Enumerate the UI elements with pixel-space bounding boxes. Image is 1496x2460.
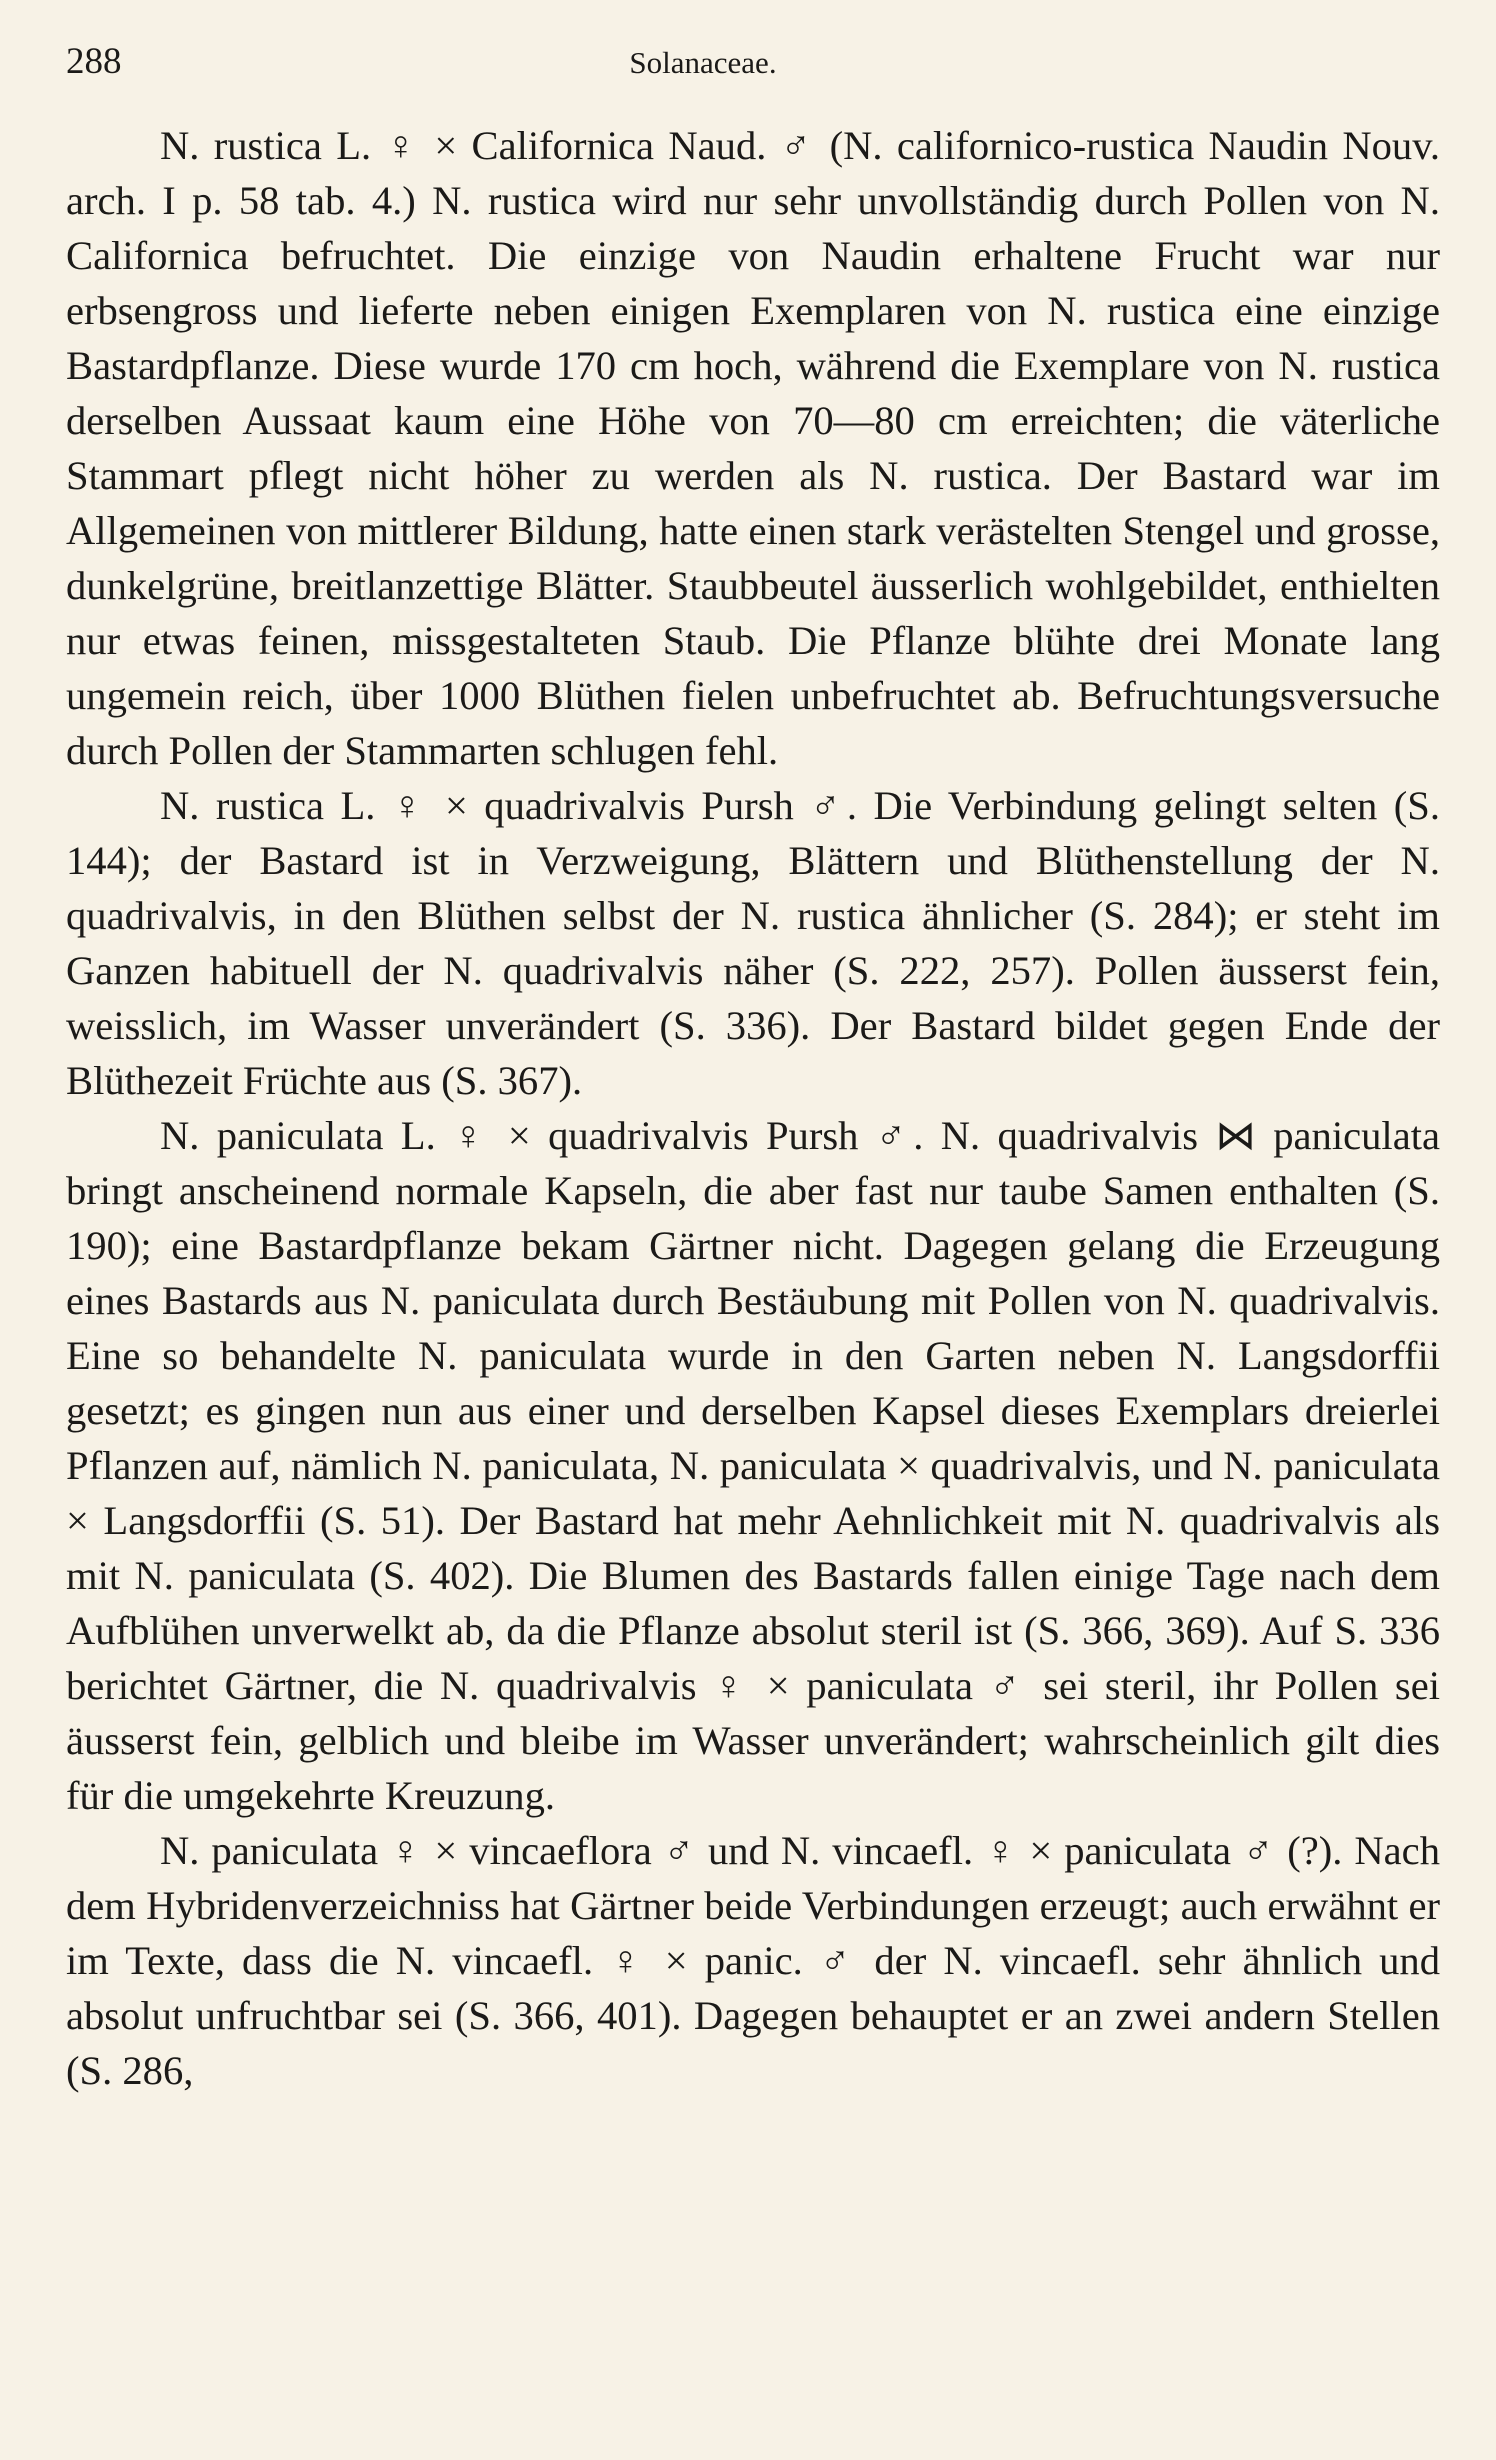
paragraph-rustica-quadrivalvis: N. rustica L. ♀ × quadrivalvis Pursh ♂. Die Verbindung gelingt selten (S. 144); der Bastard ist in Verzweigung, Blättern und Blüthenstellung der N. quadrivalvis, in den Blüthen selbst der N. rustica ähnlicher (S. 284); er steht im Ganzen habituell der N. quadrivalvis näher (S. 222, 257). Pollen äusserst fein, weisslich, im Wasser unverändert (S. 336). Der Bastard bildet gegen Ende der Blüthezeit Früchte aus (S. 367). xyxy=(66,783,1440,1103)
page-header xyxy=(66,40,1440,118)
paragraph-paniculata-vincaeflora: N. paniculata ♀ × vincaeflora ♂ und N. vincaefl. ♀ × paniculata ♂ (?). Nach dem Hybridenverzeichniss hat Gärtner beide Verbindungen erzeugt; auch erwähnt er im Texte, dass die N. vincaefl. ♀ × panic. ♂ der N. vincaefl. sehr ähnlich und absolut unfruchtbar sei (S. 366, 401). Dagegen behauptet er an zwei andern Stellen (S. 286, xyxy=(66,1828,1440,2093)
running-title: Solanaceae. xyxy=(629,45,777,80)
page-body xyxy=(66,118,1440,2098)
paragraph-paniculata-quadrivalvis: N. paniculata L. ♀ × quadrivalvis Pursh ♂. N. quadrivalvis ⋈ paniculata bringt anscheinend normale Kapseln, die aber fast nur taube Samen enthalten (S. 190); eine Bastardpflanze bekam Gärtner nicht. Dagegen gelang die Erzeugung eines Bastards aus N. paniculata durch Bestäubung mit Pollen von N. quadrivalvis. Eine so behandelte N. paniculata wurde in den Garten neben N. Langsdorffii gesetzt; es gingen nun aus einer und derselben Kapsel dieses Exemplars dreierlei Pflanzen auf, nämlich N. paniculata, N. paniculata × quadrivalvis, und N. paniculata × Langsdorffii (S. 51). Der Bastard hat mehr Aehnlichkeit mit N. quadrivalvis als mit N. paniculata (S. 402). Die Blumen des Bastards fallen einige Tage nach dem Aufblühen unverwelkt ab, da die Pflanze absolut steril ist (S. 366, 369). Auf S. 336 berichtet Gärtner, die N. quadrivalvis ♀ × paniculata ♂ sei steril, ihr Pollen sei äusserst fein, gelblich und bleibe im Wasser unverändert; wahrscheinlich gilt dies für die umgekehrte Kreuzung. xyxy=(66,1113,1440,1818)
page-number: 288 xyxy=(66,41,122,82)
paragraph-rustica-californica: N. rustica L. ♀ × Californica Naud. ♂ (N. californico-rustica Naudin Nouv. arch. I p. 58 tab. 4.) N. rustica wird nur sehr unvollständig durch Pollen von N. Californica befruchtet. Die einzige von Naudin erhaltene Frucht war nur erbsengross und lieferte neben einigen Exemplaren von N. rustica eine einzige Bastardpflanze. Diese wurde 170 cm hoch, während die Exemplare von N. rustica derselben Aussaat kaum eine Höhe von 70—80 cm erreichten; die väterliche Stammart pflegt nicht höher zu werden als N. rustica. Der Bastard war im Allgemeinen von mittlerer Bildung, hatte einen stark verästelten Stengel und grosse, dunkelgrüne, breitlanzettige Blätter. Staubbeutel äusserlich wohlgebildet, enthielten nur etwas feinen, missgestalteten Staub. Die Pflanze blühte drei Monate lang ungemein reich, über 1000 Blüthen fielen unbefruchtet ab. Befruchtungsversuche durch Pollen der Stammarten schlugen fehl. xyxy=(66,123,1440,773)
